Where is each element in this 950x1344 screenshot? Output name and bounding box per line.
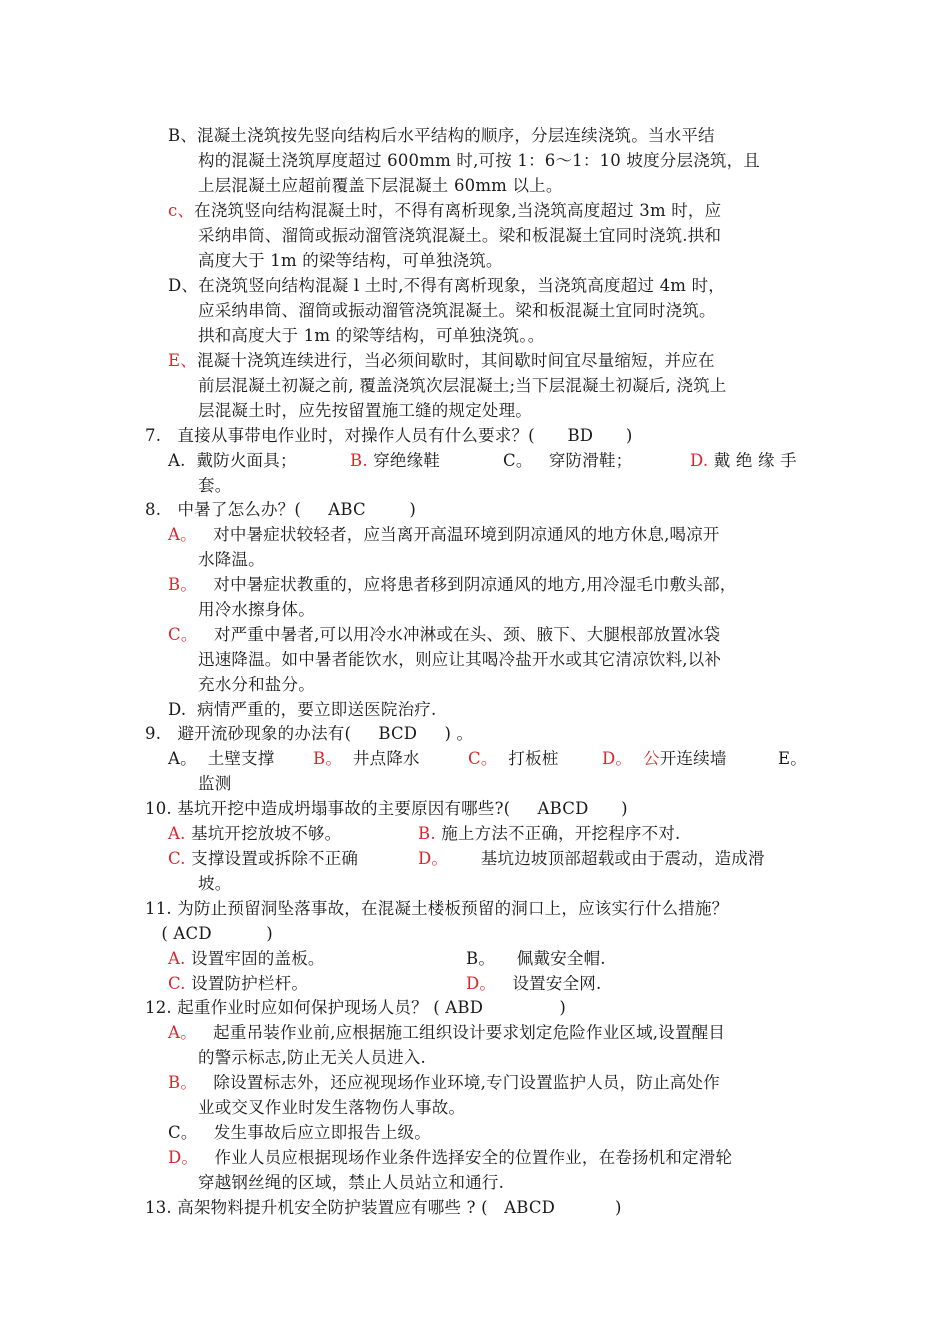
q7-option-a: A. 戴防火面具； bbox=[168, 451, 297, 470]
q8-option-d: D. 病情严重的，要立即送医院治疗. bbox=[168, 700, 437, 719]
question-11-answer: ( ACD ) bbox=[145, 924, 273, 943]
q9-option-e-cont: 监测 bbox=[198, 774, 232, 793]
option-text: 开连续墙 bbox=[659, 749, 727, 768]
q8-option-a-line-1 bbox=[168, 524, 720, 546]
option-marker: C。 bbox=[468, 749, 498, 768]
option-marker: B. bbox=[350, 451, 368, 470]
option-e-line-2: 前层混凝土初凝之前, 覆盖浇筑次层混凝土;当下层混凝土初凝后, 浇筑上 bbox=[198, 376, 727, 395]
q12-option-d-line-2: 穿越钢丝绳的区域，禁止人员站立和通行. bbox=[198, 1173, 505, 1192]
q10-option-b bbox=[418, 823, 680, 845]
q8-option-a-line-2: 水降温。 bbox=[198, 550, 265, 569]
q12-option-a-line-1 bbox=[168, 1022, 725, 1044]
option-text: 设置牢固的盖板。 bbox=[185, 949, 325, 968]
question-13: 13. 高架物料提升机安全防护装置应有哪些 ? ( ABCD ) bbox=[145, 1198, 622, 1217]
option-marker: C. bbox=[168, 974, 186, 993]
option-c-line-1 bbox=[168, 200, 721, 222]
option-text: 支撑设置或拆除不正确 bbox=[185, 849, 359, 868]
q10-option-c bbox=[168, 848, 358, 870]
option-text-highlight: 公 bbox=[643, 749, 660, 768]
q8-option-b-line-2: 用冷水擦身体。 bbox=[198, 600, 315, 619]
q7-option-c: C。 穿防滑鞋； bbox=[503, 451, 633, 470]
option-text: 混凝土浇筑按先竖向结构后水平结构的顺序，分层连续浇筑。当水平结 bbox=[197, 126, 715, 145]
option-marker: c、 bbox=[168, 201, 195, 220]
option-marker: A. bbox=[168, 949, 186, 968]
q8-option-b-line-1 bbox=[168, 574, 737, 596]
option-b-line-2: 构的混凝土浇筑厚度超过 600mm 时,可按 1：6～1：10 坡度分层浇筑，且 bbox=[198, 151, 760, 170]
q11-option-d bbox=[466, 973, 601, 995]
option-e-line-3: 层混凝土时，应先按留置施工缝的规定处理。 bbox=[198, 401, 532, 420]
q9-option-e: E。 bbox=[778, 749, 807, 768]
option-text: 井点降水 bbox=[342, 749, 420, 768]
question-9: 9. 避开流砂现象的办法有( BCD ) 。 bbox=[145, 724, 474, 743]
option-text: 混凝十浇筑连续进行，当必须间歇时，其间歇时间宜尽量缩短，并应在 bbox=[196, 351, 715, 370]
question-7: 7. 直接从事带电作业时，对操作人员有什么要求？( BD ) bbox=[145, 426, 633, 445]
option-text: 对严重中暑者,可以用冷水冲淋或在头、颈、腋下、大腿根部放置冰袋 bbox=[197, 625, 721, 644]
option-b-line-3: 上层混凝土应超前覆盖下层混凝土 60mm 以上。 bbox=[198, 176, 563, 195]
option-marker: D。 bbox=[602, 749, 633, 768]
q12-option-c: C。 发生事故后应立即报告上级。 bbox=[168, 1123, 431, 1142]
option-text: 设置防护栏杆。 bbox=[185, 974, 309, 993]
q8-option-c-line-1 bbox=[168, 624, 720, 646]
option-text: 设置安全网. bbox=[496, 974, 602, 993]
q7-option-d-cont: 套。 bbox=[198, 476, 232, 495]
q10-option-d bbox=[418, 848, 765, 870]
option-text: 戴 绝 缘 手 bbox=[708, 451, 797, 470]
option-marker: D。 bbox=[168, 1148, 199, 1167]
q12-option-d-line-1 bbox=[168, 1147, 732, 1169]
option-d-line-1 bbox=[168, 275, 725, 297]
option-text: 在浇筑竖向结构混凝 l 土时,不得有离析现象，当浇筑高度超过 4m 时， bbox=[198, 276, 725, 295]
q12-option-b-line-1 bbox=[168, 1072, 720, 1094]
question-8: 8. 中暑了怎么办？( ABC ) bbox=[145, 500, 417, 519]
option-marker: E、 bbox=[168, 351, 197, 370]
option-text: 基坑开挖放坡不够。 bbox=[185, 824, 342, 843]
question-11: 11. 为防止预留洞坠落事故，在混凝土楼板预留的洞口上，应该实行什么措施？ bbox=[145, 899, 729, 918]
option-b-line-1 bbox=[168, 125, 715, 147]
option-marker: D. bbox=[690, 451, 709, 470]
option-c-line-2: 采纳串筒、溜筒或振动溜管浇筑混凝土。梁和板混凝土宜同时浇筑.拱和 bbox=[198, 226, 722, 245]
q9-option-a: A。 土壁支撑 bbox=[168, 749, 275, 768]
option-text: 穿绝缘鞋 bbox=[367, 451, 441, 470]
option-marker: D。 bbox=[418, 849, 449, 868]
q7-option-b bbox=[350, 450, 440, 472]
q8-option-c-line-2: 迅速降温。如中暑者能饮水，则应让其喝冷盐开水或其它清凉饮料,以补 bbox=[198, 650, 722, 669]
q9-option-c bbox=[468, 748, 559, 770]
option-d-line-3: 拱和高度大于 1m 的梁等结构，可单独浇筑。。 bbox=[198, 326, 545, 345]
option-marker: C。 bbox=[168, 625, 198, 644]
option-text: 对中暑症状教重的，应将患者移到阴凉通风的地方,用冷湿毛巾敷头部， bbox=[197, 575, 737, 594]
q10-option-d-cont: 坡。 bbox=[198, 874, 232, 893]
option-marker: C. bbox=[168, 849, 186, 868]
option-marker: B、 bbox=[168, 126, 198, 145]
q11-option-b: B。 佩戴安全帽. bbox=[466, 949, 606, 968]
option-marker: A. bbox=[168, 824, 186, 843]
option-text: 作业人员应根据现场作业条件选择安全的位置作业，在卷扬机和定滑轮 bbox=[198, 1148, 733, 1167]
q8-option-c-line-3: 充水分和盐分。 bbox=[198, 675, 315, 694]
option-marker: B。 bbox=[313, 749, 343, 768]
q10-option-a bbox=[168, 823, 341, 845]
option-c-line-3: 高度大于 1m 的梁等结构，可单独浇筑。 bbox=[198, 251, 503, 270]
q9-option-b bbox=[313, 748, 420, 770]
q7-options bbox=[168, 450, 297, 472]
option-text: 起重吊装作业前,应根据施工组织设计要求划定危险作业区域,设置醒目 bbox=[196, 1023, 726, 1042]
q11-option-c bbox=[168, 973, 308, 995]
q11-option-a bbox=[168, 948, 325, 970]
option-text: 打板桩 bbox=[497, 749, 559, 768]
option-text: 在浇筑竖向结构混凝土时，不得有离析现象,当浇筑高度超过 3m 时，应 bbox=[194, 201, 722, 220]
q9-option-d bbox=[602, 748, 727, 770]
option-text: 施上方法不正确，开挖程序不对. bbox=[435, 824, 681, 843]
q12-option-a-line-2: 的警示标志,防止无关人员进入. bbox=[198, 1048, 426, 1067]
question-10: 10. 基坑开挖中造成坍塌事故的主要原因有哪些?( ABCD ) bbox=[145, 799, 628, 818]
option-marker: A。 bbox=[168, 1023, 197, 1042]
option-e-line-1 bbox=[168, 350, 715, 372]
option-marker: B。 bbox=[168, 1073, 198, 1092]
option-d-line-2: 应采纳串筒、溜筒或振动溜管浇筑混凝土。梁和板混凝土宜同时浇筑。 bbox=[198, 301, 716, 320]
option-text: 基坑边坡顶部超载或由于震动，造成滑 bbox=[448, 849, 765, 868]
option-marker: D、 bbox=[168, 276, 199, 295]
option-text: 除设置标志外，还应视现场作业环境,专门设置监护人员，防止高处作 bbox=[197, 1073, 720, 1092]
option-text: 对中暑症状较轻者，应当离开高温环境到阴凉通风的地方休息,喝凉开 bbox=[196, 525, 720, 544]
option-marker: B. bbox=[418, 824, 436, 843]
q12-option-b-line-2: 业或交叉作业时发生落物伤人事故。 bbox=[198, 1098, 466, 1117]
question-12: 12. 起重作业时应如何保护现场人员？ ( ABD ) bbox=[145, 998, 567, 1017]
q7-option-d bbox=[690, 450, 797, 472]
option-marker: B。 bbox=[168, 575, 198, 594]
option-marker: D。 bbox=[466, 974, 497, 993]
option-marker: A。 bbox=[168, 525, 197, 544]
